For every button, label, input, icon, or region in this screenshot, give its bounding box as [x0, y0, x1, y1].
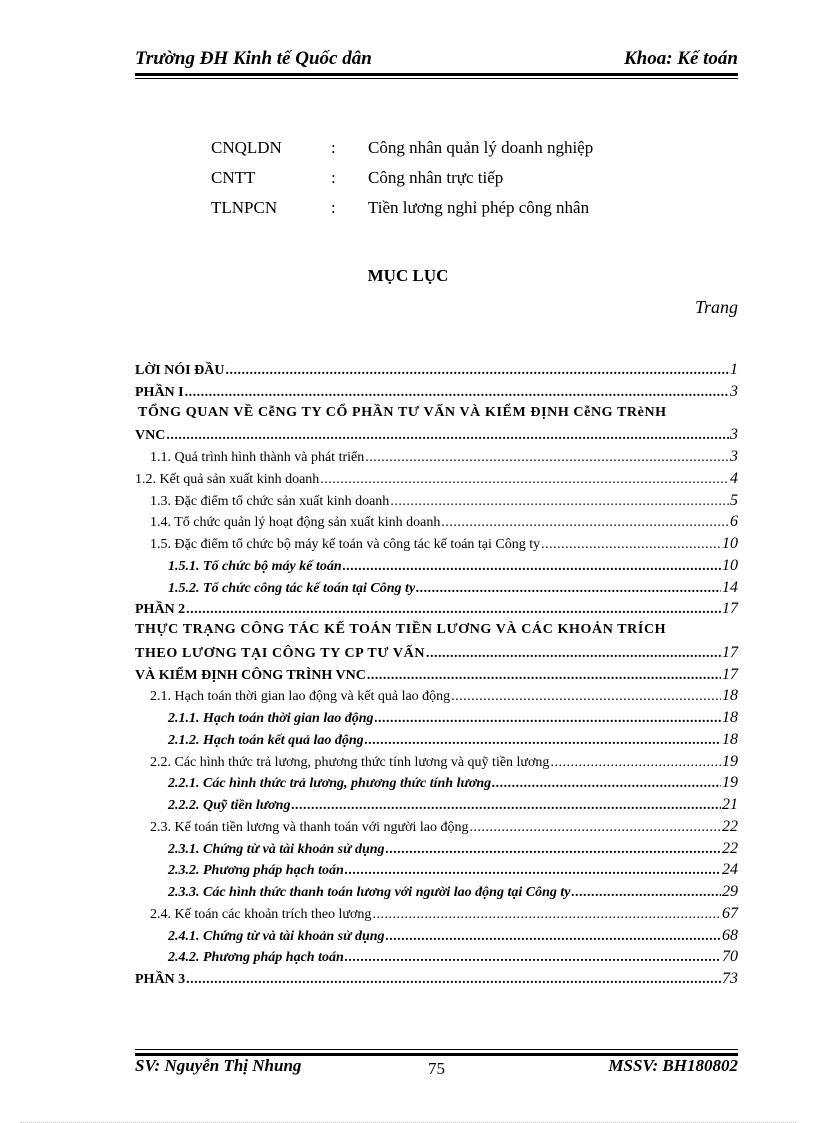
toc-leader: [365, 733, 721, 749]
toc-entry-text: PHẦN 3: [135, 972, 186, 987]
toc-entry[interactable]: [135, 426, 738, 448]
toc-entry-page: 5: [730, 491, 738, 509]
toc-leader: [320, 472, 729, 488]
toc-entry-text: THEO LƯƠNG TẠI CÔNG TY CP TƯ VẤN: [135, 645, 426, 661]
toc-entry[interactable]: [135, 970, 738, 992]
toc-entry[interactable]: [135, 927, 738, 949]
toc-entry-text: THỰC TRẠNG CÔNG TÁC KẾ TOÁN TIỀN LƯƠNG VÀ CÁC KHOẢN TRÍCH: [135, 622, 667, 637]
toc-leader: [291, 798, 721, 814]
toc-entry-text: VNC: [135, 428, 166, 444]
table-of-contents: [135, 361, 738, 992]
toc-entry[interactable]: [135, 579, 738, 601]
toc-leader: [367, 668, 721, 684]
toc-leader: [186, 602, 721, 618]
toc-entry-page: 1: [730, 361, 738, 378]
toc-entry-text: 2.2.1. Các hình thức trả lương, phương thức tính lương: [168, 776, 492, 792]
abbreviation-row: [211, 193, 593, 223]
abbreviation-code: CNQLDN: [211, 138, 282, 157]
toc-leader: [345, 950, 721, 966]
toc-entry[interactable]: [135, 840, 738, 862]
toc-entry-page: 3: [730, 382, 738, 400]
toc-entry[interactable]: [135, 622, 738, 644]
abbreviation-code: TLNPCN: [211, 198, 278, 217]
toc-leader: [343, 559, 721, 575]
toc-entry-page: 70: [722, 948, 738, 966]
toc-leader: [541, 537, 721, 553]
toc-entry-page: 17: [722, 643, 738, 661]
toc-entry[interactable]: [135, 513, 738, 535]
toc-leader: [571, 885, 721, 901]
abbreviation-separator: :: [331, 138, 336, 157]
toc-entry-text: TỔNG QUAN VỀ CễNG TY CỔ PHẦN TƯ VẤN VÀ KIỂM ĐỊNH CễNG TRèNH: [138, 404, 667, 420]
toc-entry-text: 2.1.1. Hạch toán thời gian lao động: [168, 711, 374, 726]
abbreviation-code: CNTT: [211, 168, 256, 187]
page-header: [135, 48, 738, 76]
toc-entry[interactable]: [135, 709, 738, 731]
toc-entry-text: 1.5.2. Tổ chức công tác kế toán tại Công ty: [168, 580, 416, 596]
toc-entry[interactable]: [135, 600, 738, 622]
toc-entry-text: 2.1. Hạch toán thời gian lao động và kết quả lao động: [150, 689, 451, 705]
toc-entry[interactable]: [135, 448, 738, 470]
toc-entry[interactable]: [135, 535, 738, 557]
toc-entry[interactable]: [135, 470, 738, 492]
toc-leader: [416, 581, 721, 597]
toc-entry-page: 18: [722, 709, 738, 726]
toc-entry[interactable]: [135, 405, 738, 427]
abbreviation-meaning: Tiền lương nghỉ phép công nhân: [368, 198, 590, 217]
toc-entry[interactable]: [135, 905, 738, 927]
footer-rule-thin: [135, 1049, 738, 1050]
toc-leader: [185, 385, 729, 401]
toc-entry-page: 3: [730, 426, 738, 444]
toc-entry-text: 2.2.2. Quỹ tiền lương: [168, 798, 291, 813]
school-name: Trường ĐH Kinh tế Quốc dân: [135, 48, 372, 69]
student-id: MSSV: BH180802: [608, 1056, 738, 1075]
header-rule-thick: [135, 73, 738, 76]
toc-leader: [372, 907, 721, 923]
toc-leader: [386, 929, 721, 945]
toc-leader: [186, 972, 721, 988]
toc-entry-page: 17: [722, 665, 738, 683]
abbreviation-separator: :: [331, 198, 336, 217]
toc-leader: [225, 363, 729, 379]
toc-leader: [451, 689, 721, 705]
toc-leader: [470, 820, 722, 836]
toc-entry-page: 22: [722, 817, 738, 835]
toc-entry[interactable]: [135, 796, 738, 818]
toc-entry-text: 2.3.2. Phương pháp hạch toán: [168, 863, 344, 879]
toc-title: MỤC LỤC: [367, 266, 449, 285]
toc-entry-page: 68: [722, 926, 738, 944]
toc-entry-page: 18: [722, 730, 738, 748]
toc-entry-page: 19: [722, 774, 738, 792]
toc-leader: [550, 755, 721, 771]
toc-entry[interactable]: [135, 557, 738, 579]
toc-entry-text: 1.1. Quá trình hình thành và phát triển: [150, 450, 365, 465]
toc-entry[interactable]: [135, 361, 738, 383]
toc-entry[interactable]: [135, 861, 738, 883]
toc-leader: [166, 428, 729, 444]
toc-entry[interactable]: [135, 731, 738, 753]
abbreviation-separator: :: [331, 168, 336, 187]
toc-entry-page: 14: [722, 578, 738, 596]
toc-entry-text: PHẦN 2: [135, 602, 186, 618]
toc-leader: [441, 515, 729, 531]
toc-entry-text: VÀ KIỂM ĐỊNH CÔNG TRÌNH VNC: [135, 667, 366, 683]
abbreviation-row: [211, 163, 593, 193]
toc-entry-text: 2.3. Kế toán tiền lương và thanh toán với người lao động: [150, 819, 469, 835]
toc-leader: [365, 450, 729, 466]
toc-entry-text: 2.4.1. Chứng từ và tài khoản sử dụng: [168, 928, 385, 944]
toc-entry-text: PHẦN I: [135, 384, 184, 400]
toc-entry[interactable]: [135, 818, 738, 840]
abbreviation-meaning: Công nhân quản lý doanh nghiệp: [368, 138, 594, 157]
toc-entry-page: 6: [730, 513, 738, 531]
toc-entry[interactable]: [135, 492, 738, 514]
toc-leader: [492, 776, 721, 792]
toc-entry-text: 2.3.3. Các hình thức thanh toán lương với người lao động tại Công ty: [168, 885, 571, 900]
toc-entry-text: 1.5.1. Tổ chức bộ máy kế toán: [168, 558, 342, 574]
abbreviation-list: [211, 133, 593, 223]
toc-entry[interactable]: [135, 753, 738, 775]
student-name: SV: Nguyễn Thị Nhung: [135, 1056, 302, 1075]
toc-entry-page: 67: [722, 904, 738, 922]
toc-entry-page: 19: [722, 752, 738, 770]
toc-entry-page: 73: [722, 970, 738, 987]
toc-entry-page: 10: [722, 556, 738, 574]
abbreviation-row: [211, 133, 593, 163]
toc-entry-page: 10: [722, 535, 738, 552]
page-number: 75: [428, 1059, 445, 1078]
toc-entry-page: 18: [722, 687, 738, 705]
toc-entry-page: 24: [722, 861, 738, 879]
toc-leader: [426, 646, 721, 662]
toc-entry[interactable]: [135, 687, 738, 709]
header-rule-thin: [135, 78, 738, 79]
toc-entry[interactable]: [135, 383, 738, 405]
toc-entry[interactable]: [135, 883, 738, 905]
toc-entry-text: 2.3.1. Chứng từ và tài khoản sử dụng: [168, 841, 385, 857]
toc-entry-text: 2.2. Các hình thức trả lương, phương thức tính lương và quỹ tiền lương: [150, 754, 550, 770]
toc-entry[interactable]: [135, 774, 738, 796]
toc-entry-page: 22: [722, 839, 738, 857]
toc-entry-text: 2.4. Kế toán các khoản trích theo lương: [150, 906, 372, 922]
toc-entry-text: LỜI NÓI ĐẦU: [135, 363, 225, 378]
toc-entry[interactable]: [135, 644, 738, 666]
toc-entry-text: 1.4. Tổ chức quản lý hoạt động sản xuất kinh doanh: [150, 515, 441, 531]
toc-leader: [386, 842, 721, 858]
toc-entry-text: 2.1.2. Hạch toán kết quả lao động: [168, 732, 364, 748]
toc-entry-page: 29: [722, 883, 738, 900]
toc-entry-text: 2.4.2. Phương pháp hạch toán: [168, 950, 344, 966]
faculty-name: Khoa: Kế toán: [623, 48, 738, 69]
toc-page-label: Trang: [694, 297, 738, 317]
toc-entry[interactable]: [135, 948, 738, 970]
abbreviation-meaning: Công nhân trực tiếp: [368, 168, 504, 187]
toc-leader: [390, 494, 729, 510]
toc-entry[interactable]: [135, 666, 738, 688]
toc-leader: [375, 711, 722, 727]
toc-leader: [345, 863, 721, 879]
toc-entry-page: 4: [730, 469, 738, 487]
toc-entry-page: 3: [730, 448, 738, 465]
toc-entry-text: 1.2. Kết quả sản xuất kinh doanh: [135, 471, 320, 487]
toc-entry-text: 1.3. Đặc điểm tổ chức sản xuất kinh doanh: [150, 493, 390, 509]
toc-entry-page: 17: [722, 600, 738, 618]
page-footer: [135, 1049, 738, 1089]
toc-entry-text: 1.5. Đặc điểm tổ chức bộ máy kế toán và công tác kế toán tại Công ty: [150, 537, 541, 552]
toc-entry-page: 21: [722, 796, 738, 813]
